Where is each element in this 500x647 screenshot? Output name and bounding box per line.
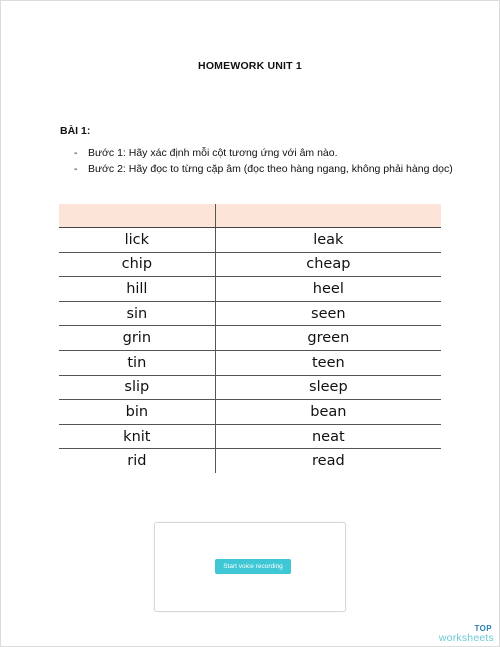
section-label: BÀI 1: — [60, 125, 91, 137]
word-long-vowel: teen — [215, 350, 441, 375]
table-row — [59, 350, 441, 375]
word-long-vowel: seen — [215, 301, 441, 326]
word-long-vowel: read — [312, 453, 345, 470]
word-long-vowel: sleep — [215, 375, 441, 400]
word-short-vowel: hill — [59, 277, 215, 302]
topworksheets-logo — [439, 625, 494, 644]
bullet-dash: - — [74, 163, 78, 175]
header-cell-left — [59, 204, 215, 228]
table-row — [59, 375, 441, 400]
instruction-text: Bước 2: Hãy đọc to từng cặp âm (đọc theo hàng ngang, không phải hàng dọc) — [88, 163, 453, 175]
logo-top-text: TOP — [474, 623, 492, 633]
table-header-row — [59, 204, 441, 228]
word-short-vowel: bin — [59, 400, 215, 425]
instruction-step — [74, 162, 454, 177]
table-row — [59, 301, 441, 326]
logo-bottom-text: worksheets — [438, 631, 494, 644]
word-long-vowel: heel — [215, 277, 441, 302]
page-title: HOMEWORK UNIT 1 — [198, 60, 302, 72]
minimal-pairs-table — [59, 204, 441, 473]
start-voice-recording-button[interactable]: Start voice recording — [215, 559, 291, 574]
table-row — [59, 277, 441, 302]
header-cell-right — [215, 204, 441, 228]
word-long-vowel: cheap — [215, 252, 441, 277]
table-row — [59, 449, 441, 473]
table-row — [59, 424, 441, 449]
table-row — [59, 326, 441, 351]
word-long-vowel: leak — [215, 228, 441, 253]
table-row — [59, 400, 441, 425]
word-short-vowel: slip — [59, 375, 215, 400]
table-row — [59, 252, 441, 277]
word-short-vowel: rid — [59, 449, 215, 473]
word-short-vowel: lick — [59, 228, 215, 253]
word-short-vowel: knit — [59, 424, 215, 449]
word-short-vowel: grin — [59, 326, 215, 351]
word-short-vowel: tin — [59, 350, 215, 375]
word-long-vowel: neat — [215, 424, 441, 449]
bullet-dash: - — [74, 147, 78, 159]
instruction-step — [74, 146, 454, 161]
voice-recorder-panel — [154, 522, 346, 612]
word-long-vowel: green — [215, 326, 441, 351]
word-short-vowel: sin — [59, 301, 215, 326]
instruction-text: Bước 1: Hãy xác định mỗi cột tương ứng với âm nào. — [88, 147, 338, 159]
word-short-vowel: chip — [59, 252, 215, 277]
instruction-list — [74, 146, 454, 178]
table-row — [59, 228, 441, 253]
word-long-vowel: bean — [215, 400, 441, 425]
